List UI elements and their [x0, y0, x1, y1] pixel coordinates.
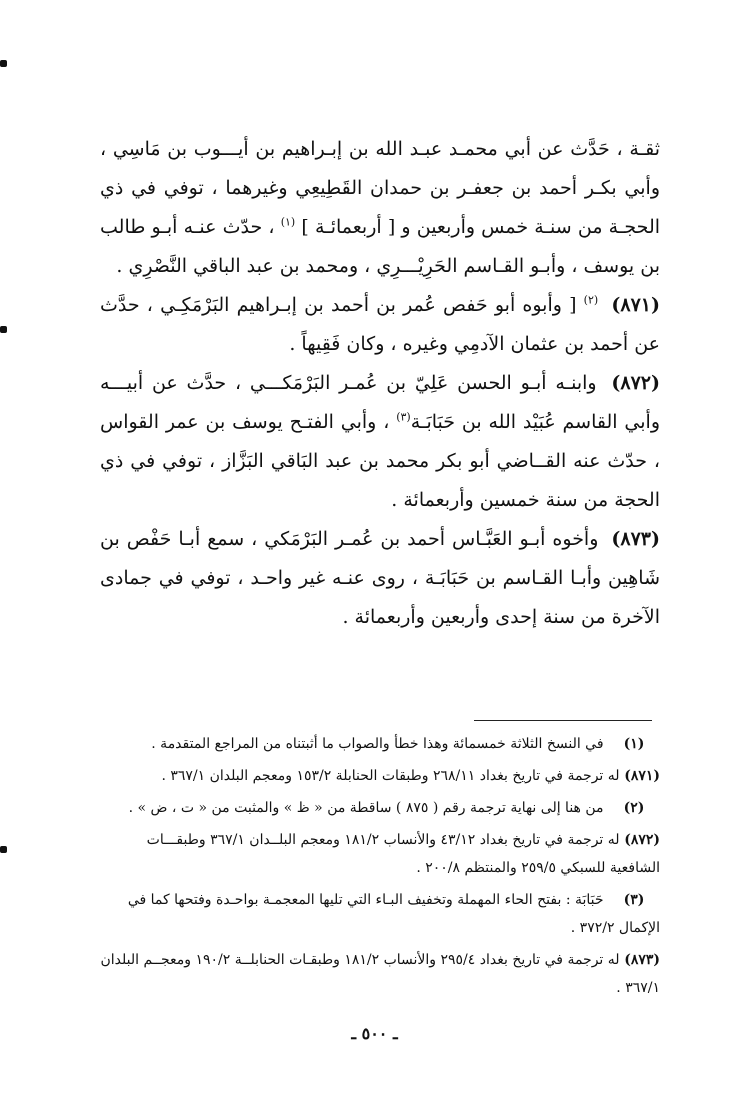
entry-number: (٨٧٣)	[611, 528, 660, 550]
footnote-text: له ترجمة في تاريخ بغداد ٤٣/١٢ والأنساب ١٨١/٢ ومعجم البلــدان ٣٦٧/١ وطبقـــات الشافعية للسبكي ٢٥٩/٥ والمنتظم ٢٠٠/٨ .	[146, 832, 660, 876]
footnote-text: من هنا إلى نهاية ترجمة رقم ( ٨٧٥ ) ساقطة من « ظ » والمثبت من « ت ، ض » .	[128, 800, 604, 816]
footnote-text: له ترجمة في تاريخ بغداد ٢٩٥/٤ والأنساب ١٨١/٢ وطبقـات الحنابلــة ١٩٠/٢ ومعجــم البلدان ٣٦٧/١ .	[100, 952, 660, 996]
page-number: ـ ٥٠٠ ـ	[351, 1024, 398, 1043]
footnote-label: (٣)	[623, 892, 645, 908]
footnote-separator	[474, 720, 652, 721]
footnote-label: (٨٧٣)	[624, 952, 660, 968]
footnote	[100, 730, 660, 758]
entry-number: (٨٧٢)	[611, 372, 660, 394]
footnote	[100, 762, 660, 790]
entry-871	[100, 286, 660, 364]
scan-mark	[0, 60, 7, 67]
footnote-ref: (٢)	[583, 293, 599, 307]
main-text	[100, 130, 660, 637]
entry-text: [ وأبوه أبو حَفص عُمر بن أحمد بن إبـراهيم البَرْمَكِـي ، حدَّث عن أحمد بن عثمان الآدمِي وغيره ، وكان فَقِيهاً .	[100, 294, 660, 355]
entry-number: (٨٧١)	[611, 294, 660, 316]
footnote-ref: (٣)	[396, 410, 411, 424]
footnote-ref: (١)	[280, 215, 296, 229]
scan-mark	[0, 846, 7, 853]
footnote-text: حَبَابَة : بفتح الحاء المهملة وتخفيف البـاء التي تليها المعجمـة بواحـدة وفتحها كما في الإكمال ٣٧٢/٢ .	[127, 892, 660, 936]
footnote-label: (٨٧١)	[624, 768, 660, 784]
footnote-text: في النسخ الثلاثة خمسمائة وهذا خطأ والصواب ما أثبتناه من المراجع المتقدمة .	[151, 736, 604, 752]
footnote-text: له ترجمة في تاريخ بغداد ٢٦٨/١١ وطبقات الحنابلة ١٥٣/٢ ومعجم البلدان ٣٦٧/١ .	[161, 768, 620, 784]
footnote	[100, 886, 660, 942]
footnote-label: (٢)	[623, 800, 645, 816]
footnotes	[100, 730, 660, 1006]
opening-paragraph	[100, 130, 660, 286]
scan-mark	[0, 326, 7, 333]
entry-text: وأخوه أبـو العَبَّـاس أحمد بن عُمـر البَرْمَكي ، سمع أبـا حَفْص بن شَاهِين وأبـا القـاسم بن حَبَابَـة ، روى عنـه غير واحـد ، توفي في جمادى الآخرة من سنة إحدى وأربعين وأربعمائة .	[100, 528, 660, 628]
entry-873	[100, 520, 660, 637]
entry-text-cont: ، وأبي الفتـح يوسف بن عمر القواس ، حدّث عنه القــاضي أبو بكر محمد بن عبد البَاقي البَزَّاز ، توفي في ذي الحجة من سنة خمسين وأربعمائة .	[100, 411, 660, 511]
footnote	[100, 946, 660, 1002]
footnote	[100, 826, 660, 882]
entry-text: وابنـه أبـو الحسن عَلِيّ بن عُمـر البَرْمَكـــي ، حدَّث عن أبيـــه وأبي القاسم عُبَيْد الله بن حَبَابَـة	[100, 372, 660, 433]
footnote-label: (٨٧٢)	[624, 832, 660, 848]
footnote-label: (١)	[623, 736, 645, 752]
opening-text: ثقـة ، حَدَّث عن أبي محمـد عبـد الله بن إبـراهيم بن أيـــوب بن مَاسِي ، وأبي بكـر أحمد بن جعفـر بن حمدان القَطِيعِي وغيرهما ، توفي في ذي الحجـة من سنـة خمس وأربعين و [ أربعمائـة ]	[100, 138, 661, 238]
footnote	[100, 794, 660, 822]
opening-tail: ، حدّث عنـه أبـو طالب بن يوسف ، وأبـو القـاسم الحَرِيْـــرِي ، ومحمد بن عبد الباقي النَّصْرِي .	[100, 216, 660, 277]
entry-872	[100, 364, 660, 520]
